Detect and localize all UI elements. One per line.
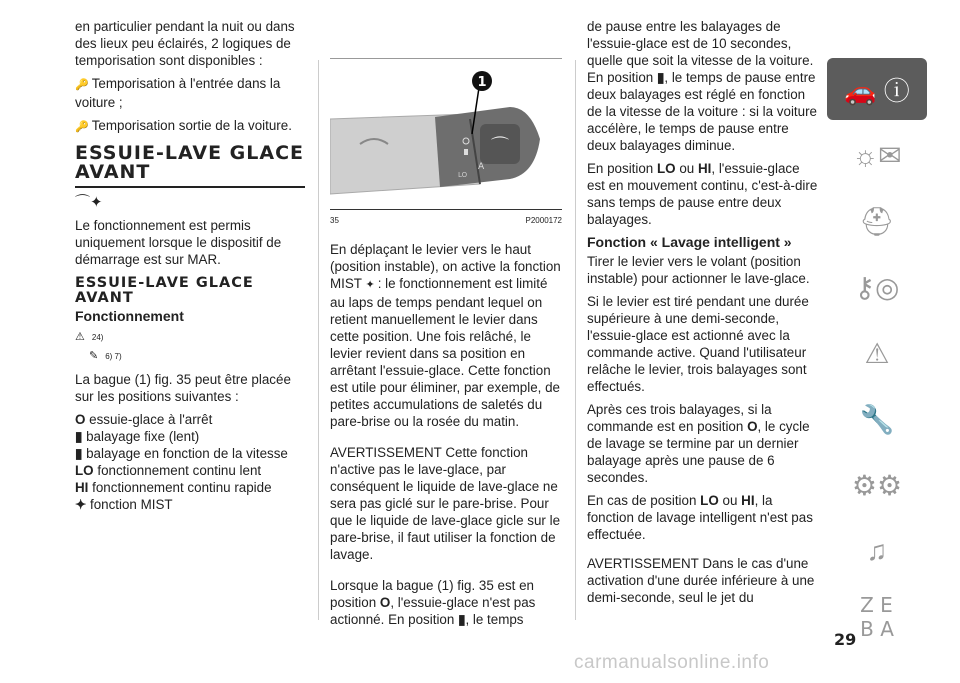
- position-item: LO fonctionnement continu lent: [75, 463, 262, 478]
- operation-heading: Fonctionnement: [75, 308, 184, 324]
- heading-rule: [75, 186, 305, 188]
- warning-ref-row: ⚠ 24): [75, 327, 305, 346]
- car-info-icon: 🚗 ⓘ: [844, 75, 910, 106]
- duration-paragraph: Si le levier est tiré pendant une durée supérieure à une demi-seconde, l'essuie-glace est actionné avec la commande active. Quand l'utilisateur relâche le levier, trois balayages sont effectués.: [587, 294, 809, 394]
- index-letters-icon: Z E B A: [860, 593, 894, 641]
- chapter-tab-car-info[interactable]: [827, 58, 927, 120]
- middle-column: [330, 18, 562, 634]
- warning-car-icon: ⚠: [864, 337, 890, 369]
- label-lo: LO: [458, 171, 468, 179]
- callout-number: 1: [477, 75, 487, 90]
- wiper-symbol-row: [75, 194, 305, 211]
- gears-icon: ⚙⚙: [851, 469, 903, 501]
- note-icon: ✎: [89, 350, 99, 362]
- figure-code: P2000172: [525, 216, 562, 225]
- column-divider: [318, 60, 319, 620]
- chapter-tab-lights[interactable]: [827, 124, 927, 186]
- wiper-washer-icon: ⌒✦: [75, 194, 103, 211]
- note-ref-row: ✎ 6) 7): [89, 346, 305, 365]
- steering-key-icon: ⚷◎: [854, 271, 900, 303]
- stop-symbol: O: [379, 595, 391, 610]
- chapter-tab-emergency[interactable]: [827, 322, 927, 384]
- position-item: ▮ balayage fixe (lent): [75, 429, 200, 444]
- bullet-exit: 🔑 Temporisation sortie de la voiture.: [75, 117, 305, 136]
- speed-symbol: ▮: [657, 70, 665, 85]
- final-wipe-paragraph: Après ces trois balayages, si la commande est en position O, le cycle de lavage se termine par un dernier balayage après une pause de 6 secondes.: [587, 402, 810, 485]
- pull-lever-paragraph: Tirer le levier vers le volant (position instable) pour actionner le lave-glace.: [587, 254, 810, 286]
- mist-paragraph: En déplaçant le levier vers le haut (position instable), on active la fonction MIST ✦ : le fonctionnement est limité au laps de temps pendant lequel on retient manuellement le levier dans cette position. Une fois relâché, le levier revient dans sa position en arrêtant l'essuie-glace. Cette fonction est utile pour éliminer, par exemple, de petites accumulations de saletés du pare-brise ou la rosée du matin.: [330, 242, 561, 429]
- section-subheading: ESSUIE-LAVE GLACE AVANT: [75, 275, 254, 306]
- position-item: ▮ balayage en fonction de la vitesse: [75, 446, 288, 461]
- figure-number: 35: [330, 216, 339, 225]
- stop-symbol: O: [747, 419, 758, 434]
- chapter-tab-safety[interactable]: [827, 190, 927, 252]
- svg-text:⌒: ⌒: [491, 136, 509, 157]
- chapter-tab-maintenance[interactable]: [827, 388, 927, 450]
- lights-mail-icon: ☼✉: [852, 139, 902, 171]
- key-icon: 🔑: [75, 79, 89, 91]
- figure-caption: [330, 209, 562, 229]
- lever-figure: [330, 58, 562, 209]
- media-icon: ♫: [866, 535, 888, 566]
- chapter-tab-technical[interactable]: [827, 454, 927, 516]
- chapter-sidebar: [827, 58, 927, 652]
- continuous-paragraph: En position LO ou HI, l'essuie-glace est en mouvement continu, c'est-à-dire sans temps de pause entre deux balayages.: [587, 161, 818, 227]
- ring-positions-intro: La bague (1) fig. 35 peut être placée sur les positions suivantes :: [75, 372, 291, 404]
- intro-text: en particulier pendant la nuit ou dans des lieux peu éclairés, 2 logiques de temporisation sont disponibles :: [75, 19, 295, 68]
- label-a: A: [478, 162, 485, 172]
- smart-wash-heading: Fonction « Lavage intelligent »: [587, 234, 792, 250]
- fixed-symbol: ▮: [458, 612, 466, 627]
- lo-hi-paragraph: En cas de position LO ou HI, la fonction de lavage intelligent n'est pas effectuée.: [587, 493, 813, 542]
- mist-icon: ✦: [365, 279, 375, 291]
- position-item: ✦ fonction MIST: [75, 497, 173, 512]
- bullet-entry: 🔑 Temporisation à l'entrée dans la voiture ;: [75, 76, 281, 110]
- key-icon: 🔑: [75, 121, 89, 133]
- section-heading: ESSUIE-LAVE GLACE AVANT: [75, 142, 305, 183]
- positions-list: [75, 411, 305, 513]
- car-tools-icon: 🔧: [859, 403, 895, 435]
- column-divider: [575, 60, 576, 620]
- chapter-tab-multimedia[interactable]: [827, 520, 927, 582]
- pause-paragraph: de pause entre les balayages de l'essuie-glace est de 10 secondes, quelle que soit la vitesse de la voiture. En position ▮, le temps de pause entre deux balayages est réglé en fonction de la vitesse de la voiture : si la voiture accélère, le temps de pause entre deux balayages diminue.: [587, 19, 817, 153]
- watermark: carmanualsonline.info: [574, 652, 770, 673]
- seatbelt-icon: ⛑: [859, 205, 895, 237]
- wiper-lever-illustration: [330, 59, 562, 209]
- operation-condition-text: Le fonctionnement est permis uniquement lorsque le dispositif de démarrage est sur MAR.: [75, 218, 282, 267]
- chapter-tab-driving[interactable]: [827, 256, 927, 318]
- warning-paragraph: AVERTISSEMENT Cette fonction n'active pas le lave-glace, par conséquent le liquide de lave-glace ne sera pas giclé sur le pare-brise. Pour que le liquide de lave-glace gicle sur le pare-brise, il faut utiliser la fonction de lavage.: [330, 445, 561, 562]
- ring-position-paragraph: Lorsque la bague (1) fig. 35 est en position O, l'essuie-glace n'est pas actionné. En position ▮, le temps: [330, 578, 536, 627]
- right-column: [587, 18, 819, 612]
- warning-triangle-icon: ⚠: [75, 331, 85, 343]
- left-column: [75, 18, 305, 513]
- warning-short-activation: AVERTISSEMENT Dans le cas d'une activation d'une durée inférieure à une demi-seconde, seul le jet du: [587, 556, 815, 605]
- page-number: 29: [834, 630, 857, 649]
- position-item: O essuie-glace à l'arrêt: [75, 412, 213, 427]
- position-item: HI fonctionnement continu rapide: [75, 480, 272, 495]
